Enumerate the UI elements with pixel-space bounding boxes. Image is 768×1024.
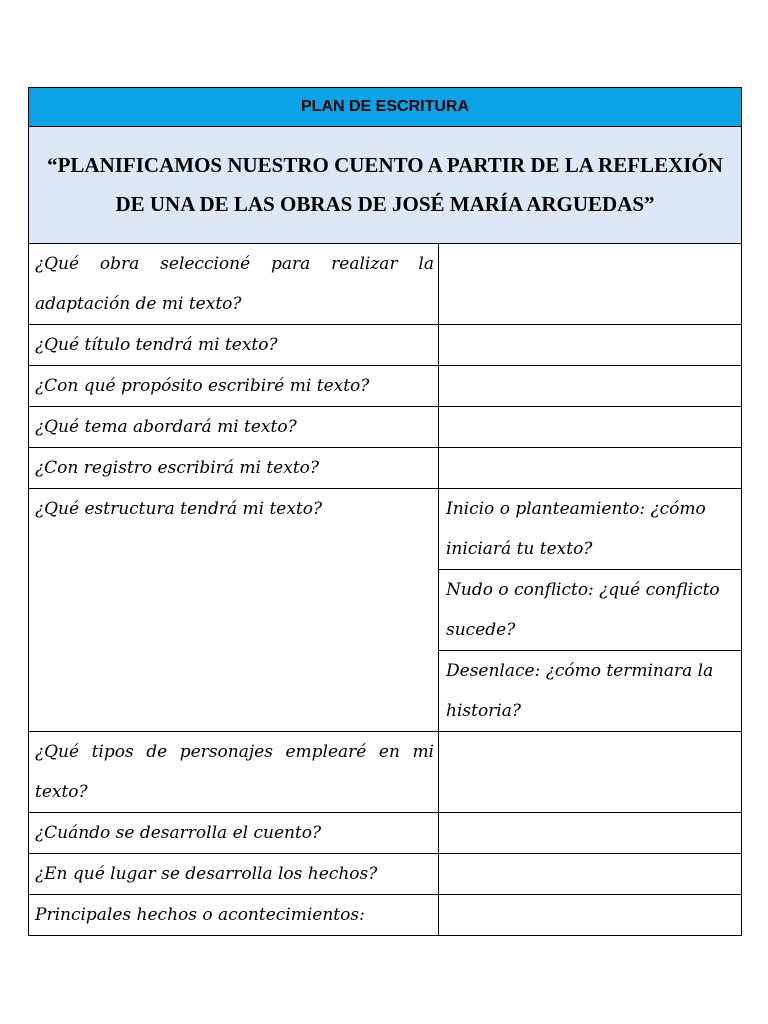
answer-cell[interactable] bbox=[439, 407, 742, 448]
question-cell: ¿Con registro escribirá mi texto? bbox=[29, 448, 439, 489]
question-cell: ¿Con qué propósito escribiré mi texto? bbox=[29, 366, 439, 407]
title-row bbox=[29, 88, 742, 127]
structure-nudo-cell: Nudo o conflicto: ¿qué conflicto sucede? bbox=[439, 570, 742, 651]
subtitle-row bbox=[29, 127, 742, 244]
question-cell: ¿Cuándo se desarrolla el cuento? bbox=[29, 813, 439, 854]
plan-subtitle: “PLANIFICAMOS NUESTRO CUENTO A PARTIR DE LA REFLEXIÓN DE UNA DE LAS OBRAS DE JOSÉ MARÍA ARGUEDAS” bbox=[29, 127, 742, 244]
writing-plan-sheet bbox=[28, 87, 741, 936]
question-cell: ¿Qué tema abordará mi texto? bbox=[29, 407, 439, 448]
table-row bbox=[29, 813, 742, 854]
table-row bbox=[29, 325, 742, 366]
question-cell: ¿Qué obra seleccioné para realizar la adaptación de mi texto? bbox=[29, 244, 439, 325]
table-row bbox=[29, 854, 742, 895]
writing-plan-table bbox=[28, 87, 742, 936]
table-row bbox=[29, 448, 742, 489]
answer-cell[interactable] bbox=[439, 895, 742, 936]
answer-cell[interactable] bbox=[439, 448, 742, 489]
question-cell: ¿En qué lugar se desarrolla los hechos? bbox=[29, 854, 439, 895]
table-row bbox=[29, 489, 742, 570]
table-row bbox=[29, 407, 742, 448]
structure-desenlace-cell: Desenlace: ¿cómo terminara la historia? bbox=[439, 651, 742, 732]
table-row bbox=[29, 732, 742, 813]
question-cell: Principales hechos o acontecimientos: bbox=[29, 895, 439, 936]
answer-cell[interactable] bbox=[439, 732, 742, 813]
answer-cell[interactable] bbox=[439, 854, 742, 895]
question-cell: ¿Qué estructura tendrá mi texto? bbox=[29, 489, 439, 732]
structure-inicio-cell: Inicio o planteamiento: ¿cómo iniciará tu texto? bbox=[439, 489, 742, 570]
plan-title: PLAN DE ESCRITURA bbox=[29, 88, 742, 127]
table-row bbox=[29, 244, 742, 325]
table-row bbox=[29, 366, 742, 407]
question-cell: ¿Qué título tendrá mi texto? bbox=[29, 325, 439, 366]
answer-cell[interactable] bbox=[439, 325, 742, 366]
answer-cell[interactable] bbox=[439, 813, 742, 854]
answer-cell[interactable] bbox=[439, 366, 742, 407]
question-cell: ¿Qué tipos de personajes emplearé en mi texto? bbox=[29, 732, 439, 813]
answer-cell[interactable] bbox=[439, 244, 742, 325]
table-row bbox=[29, 895, 742, 936]
